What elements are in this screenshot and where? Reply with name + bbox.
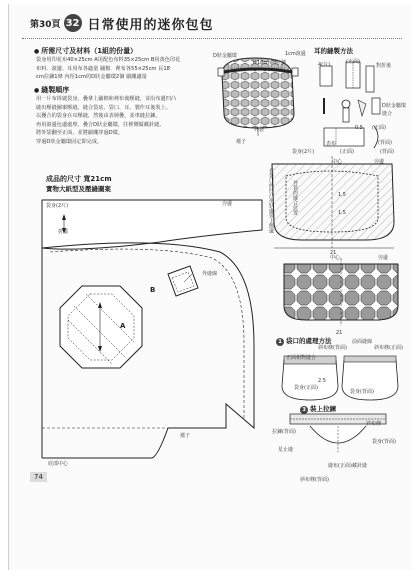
steps-line: 縫出壓縫圖案壓縫。縫合袋底、袋口、耳，製作耳後裝上。 <box>36 104 171 111</box>
page-title: 日常使用的迷你包包 <box>87 17 214 33</box>
page-reference: 第30頁 <box>30 19 61 30</box>
mouth-label-3: 袋身(正面) <box>294 385 318 391</box>
mouth-label-15: 斜布條(背面) <box>300 477 329 483</box>
mouth-label-13: 袋身(背面) <box>372 439 396 445</box>
ear-label-d: 縫合 <box>382 111 393 117</box>
mouth-label-12: 斜布條 <box>366 421 382 427</box>
patchwork-diagram <box>280 258 402 326</box>
mouth-step-3-text: 裝上拉鍊 <box>310 405 336 413</box>
page-number: 74 <box>30 472 47 482</box>
mouth-label-5: 斜布條(正面) <box>374 345 403 351</box>
outer-bag-label: 外袋 <box>254 127 265 133</box>
pattern-piece-a: A <box>120 322 126 330</box>
ear-label-h: 表布 <box>326 141 337 147</box>
pattern-section-title: 實物大紙型及壓縫圖案 <box>46 185 111 193</box>
patch-side: 旁邊 <box>378 255 389 261</box>
mouth-label-4: 2.5 <box>318 378 326 384</box>
ear-label-b: (正面) <box>346 59 360 65</box>
pattern-bag-body-label: 袋身(2片) <box>46 203 69 209</box>
layout-dim-2: 1.5 <box>338 210 346 216</box>
steps-line: 以疊合的袋身在耳壓縫，然後由表層疊，並車縫拉鍊。 <box>36 113 161 120</box>
mouth-label-2: 斜布條(背面) <box>318 345 347 351</box>
ear-label-a: 4(片) <box>318 62 331 68</box>
quilting-layout-diagram <box>266 152 402 252</box>
ear-label-i: (正面) <box>340 149 354 155</box>
patch-width: 21 <box>336 330 343 336</box>
steps-line: 將外袋翻至正面，並將緞繩穿過D環。 <box>36 130 123 137</box>
layout-center-label: 中心 <box>332 159 343 165</box>
ear-method-title: 耳的縫製方法 <box>314 47 353 55</box>
finished-size: 成品的尺寸 寬21cm <box>46 175 112 183</box>
ear-label-fold: 對折後 <box>376 63 392 69</box>
steps-heading: ● 縫製順序 <box>34 85 69 95</box>
page-header <box>30 10 214 36</box>
layout-dim-1: 1.5 <box>338 192 346 198</box>
materials-line: 袋身用印花布40×25cm A用配色布料35×25cm B用黃色印花 <box>36 57 181 63</box>
pattern-gusset2-label: 襠子 <box>180 433 191 439</box>
mouth-label-6: 袋身(背面) <box>350 389 374 395</box>
mouth-label-10: 星止縫 <box>278 447 294 453</box>
patch-center: 中心 <box>330 255 341 261</box>
ear-label-g: 0.5 <box>355 125 363 131</box>
layout-left-note: 在袋口的凹凸形狀處裝上飾邊 <box>268 168 274 233</box>
pattern-bottom-center: 底部中心 <box>48 461 69 467</box>
pattern-outline-label: 外縫線 <box>202 271 218 277</box>
layout-inner-note: 外袋的縫合位置 <box>292 180 298 215</box>
steps-text <box>36 95 204 147</box>
materials-text <box>36 56 204 82</box>
binding-label: 1cm滾邊 <box>285 51 306 57</box>
mouth-finish-title-text: 袋口的處理方法 <box>286 337 332 345</box>
mouth-label-7: 前面縫線 <box>352 339 373 345</box>
pattern-piece-b: B <box>150 286 156 294</box>
header-divider <box>22 38 402 39</box>
steps-line: 再用滾邊包邊處理，疊合D狀金屬環，往裡側做藏針縫。 <box>36 121 165 128</box>
steps-line: 用一片布拼縫袋身，疊拿上鋪棉和裡布後壓縫，並沿布邊凹凸 <box>36 96 177 102</box>
layout-top-label: 袋身(2片) <box>292 149 315 155</box>
ear-label-c: D狀金屬環 <box>382 103 406 109</box>
layout-width: 21 <box>330 250 337 256</box>
gusset-label: 襠子 <box>236 139 247 145</box>
zipper-label: 長18cm的拉鍊 <box>252 60 286 66</box>
steps-line: 穿過D狀金屬環固定即完成。 <box>36 138 103 145</box>
d-ring-tab-label: D狀金屬環 <box>213 53 237 59</box>
ear-label-f: (背面) <box>378 140 392 146</box>
layout-side-label: 旁邊 <box>374 159 385 165</box>
mouth-step-3 <box>300 404 336 414</box>
materials-heading: ● 所需尺寸及材料（1組的份量） <box>34 46 137 56</box>
mouth-step-1-badge: 1 <box>276 338 284 346</box>
mouth-label-1: 正面相對縫合 <box>286 355 317 361</box>
materials-line: cm拉鍊1條 內徑1cm的D狀金屬環2個 緞繩適量 <box>36 74 147 81</box>
pattern-gusset-label: 折襠 <box>58 229 69 235</box>
ear-label-e: (正面) <box>372 125 386 131</box>
project-number-badge: 32 <box>64 14 82 32</box>
pattern-side-label: 旁邊 <box>222 201 233 207</box>
mouth-step-3-badge: 3 <box>300 406 308 414</box>
mouth-label-11: 藏針縫 <box>352 463 368 469</box>
materials-line: 布料．滾邊、耳用布各適量 鋪棉．裡布各55×25cm 長18 <box>36 65 170 72</box>
full-size-pattern <box>40 196 268 468</box>
mouth-label-14: 縫布(正面) <box>328 463 352 469</box>
ear-label-j: (背面) <box>380 149 394 155</box>
mouth-label-9: 拉鍊(背面) <box>272 429 296 435</box>
